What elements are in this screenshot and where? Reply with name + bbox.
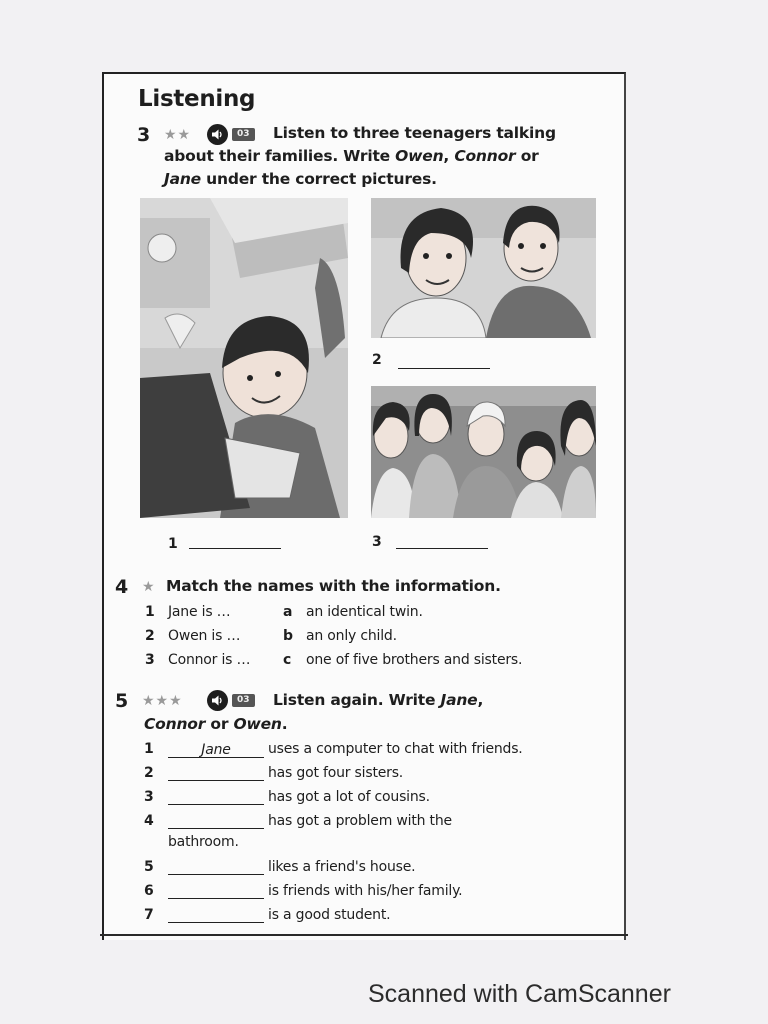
exercise-3-number: 3 xyxy=(137,124,151,146)
audio-track-number: 03 xyxy=(232,694,255,707)
ex4-right-text: an identical twin. xyxy=(306,604,423,620)
exercise-5-instruction-line1: Listen again. Write Jane, xyxy=(273,691,484,709)
ex5-item-text: has got a problem with the xyxy=(268,813,452,829)
ex5-item-text: is friends with his/her family. xyxy=(268,883,463,899)
ex5-answer-blank[interactable] xyxy=(168,788,264,805)
example-answer: Jane xyxy=(201,742,231,758)
audio-speaker-icon[interactable] xyxy=(207,690,228,711)
exercise-4-instruction: Match the names with the information. xyxy=(166,577,501,595)
picture-3-answer-blank[interactable] xyxy=(396,532,488,549)
ex5-item-text: uses a computer to chat with friends. xyxy=(268,741,523,757)
picture-2-two-boys xyxy=(371,198,596,338)
ex5-item-text-continued: bathroom. xyxy=(168,834,239,850)
ex4-right-text: one of five brothers and sisters. xyxy=(306,652,523,668)
ex5-item-text: has got four sisters. xyxy=(268,765,404,781)
audio-track-number: 03 xyxy=(232,128,255,141)
ex4-left-num: 3 xyxy=(145,652,155,668)
ex5-item-text: has got a lot of cousins. xyxy=(268,789,430,805)
speaker-icon xyxy=(211,694,224,707)
ex5-item-num: 4 xyxy=(144,813,154,829)
ex4-right-letter: b xyxy=(283,628,294,644)
ex4-left-text: Owen is … xyxy=(168,628,241,644)
picture-2-answer-blank[interactable] xyxy=(398,352,490,369)
ex5-item-num: 3 xyxy=(144,789,154,805)
exercise-3-instruction-line2: about their families. Write Owen, Connor or xyxy=(164,147,539,165)
speaker-icon xyxy=(211,128,224,141)
exercise-3-instruction-line1: Listen to three teenagers talking xyxy=(273,124,556,142)
ex5-item-num: 2 xyxy=(144,765,154,781)
picture-3-family-group xyxy=(371,386,596,518)
section-title: Listening xyxy=(138,86,256,112)
ex5-answer-blank[interactable] xyxy=(168,764,264,781)
picture-2-label: 2 xyxy=(372,352,382,368)
page-bottom-edge xyxy=(100,934,628,936)
ex5-answer-blank[interactable] xyxy=(168,882,264,899)
picture-1-label: 1 xyxy=(168,536,178,552)
exercise-5-stars: ★★★ xyxy=(142,693,183,709)
ex4-left-text: Jane is … xyxy=(168,604,231,620)
ex4-left-num: 1 xyxy=(145,604,155,620)
ex4-right-letter: a xyxy=(283,604,293,620)
picture-3-label: 3 xyxy=(372,534,382,550)
exercise-5-instruction-line2: Connor or Owen. xyxy=(144,715,288,733)
ex5-item-num: 1 xyxy=(144,741,154,757)
picture-1-answer-blank[interactable] xyxy=(189,532,281,549)
scanner-watermark: Scanned with CamScanner xyxy=(368,980,671,1008)
exercise-3-stars: ★★ xyxy=(164,127,192,143)
ex4-right-letter: c xyxy=(283,652,292,668)
ex4-right-text: an only child. xyxy=(306,628,397,644)
ex5-answer-blank[interactable] xyxy=(168,906,264,923)
audio-speaker-icon[interactable] xyxy=(207,124,228,145)
picture-1-girl-at-computer xyxy=(140,198,348,518)
ex5-answer-blank[interactable] xyxy=(168,812,264,829)
ex5-item-num: 6 xyxy=(144,883,154,899)
ex4-left-text: Connor is … xyxy=(168,652,251,668)
ex5-item-num: 5 xyxy=(144,859,154,875)
ex5-item-text: is a good student. xyxy=(268,907,391,923)
exercise-4-number: 4 xyxy=(115,576,129,598)
ex5-answer-blank[interactable] xyxy=(168,858,264,875)
exercise-3-instruction-line3: Jane under the correct pictures. xyxy=(164,170,437,188)
exercise-5-number: 5 xyxy=(115,690,129,712)
ex5-item-text: likes a friend's house. xyxy=(268,859,416,875)
ex4-left-num: 2 xyxy=(145,628,155,644)
ex5-answer-blank-example xyxy=(168,739,264,758)
ex5-item-num: 7 xyxy=(144,907,154,923)
exercise-4-stars: ★ xyxy=(142,579,156,595)
